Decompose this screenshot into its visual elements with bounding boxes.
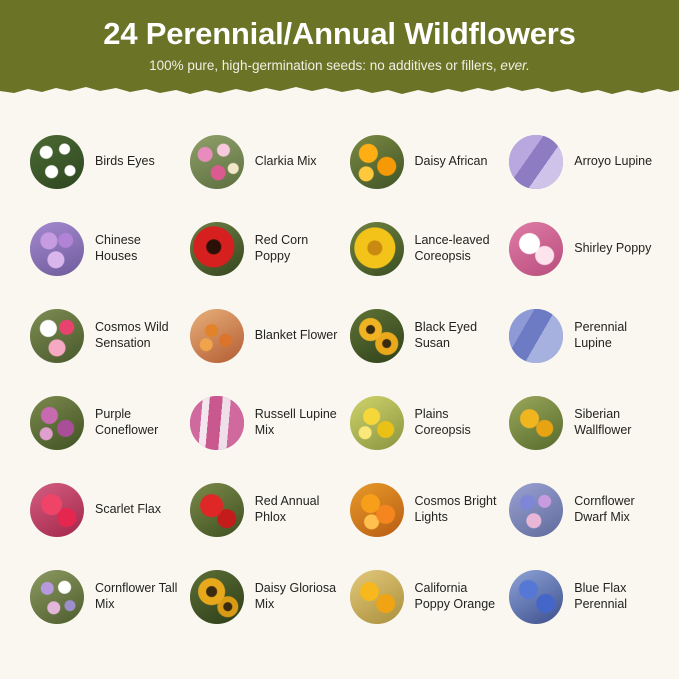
cornflower-dwarf-mix-photo — [509, 483, 563, 537]
flower-item-5[interactable] — [182, 205, 338, 292]
flower-item-9[interactable] — [182, 292, 338, 379]
flower-item-3[interactable] — [501, 118, 657, 205]
flower-item-16[interactable] — [22, 466, 178, 553]
daisy-gloriosa-mix-photo — [190, 570, 244, 624]
header-subtitle-main: 100% pure, high-germination seeds: no additives or fillers, — [149, 58, 497, 73]
cosmos-wild-sensation-photo — [30, 309, 84, 363]
flower-item-20[interactable] — [22, 553, 178, 640]
flower-label: Lance-leaved Coreopsis — [414, 233, 490, 263]
plains-coreopsis-photo — [350, 396, 404, 450]
red-annual-phlox-photo — [190, 483, 244, 537]
flower-label: Chinese Houses — [95, 233, 141, 263]
flower-label: Plains Coreopsis — [414, 407, 471, 437]
flower-item-10[interactable] — [342, 292, 498, 379]
flower-label: Red Corn Poppy — [254, 233, 309, 263]
cosmos-bright-lights-photo — [350, 483, 404, 537]
flower-label: Daisy African — [414, 153, 488, 168]
flower-label: Clarkia Mix — [254, 153, 317, 168]
flower-label: Blanket Flower — [254, 327, 338, 342]
header-banner — [0, 0, 679, 97]
arroyo-lupine-photo — [509, 135, 563, 189]
flower-item-17[interactable] — [182, 466, 338, 553]
perennial-lupine-photo — [509, 309, 563, 363]
flower-item-23[interactable] — [501, 553, 657, 640]
red-corn-poppy-photo — [190, 222, 244, 276]
flower-item-22[interactable] — [342, 553, 498, 640]
russell-lupine-mix-photo — [190, 396, 244, 450]
header-subtitle-italic: ever. — [500, 58, 530, 73]
flower-label: Scarlet Flax — [95, 501, 161, 516]
siberian-wallflower-photo — [509, 396, 563, 450]
flower-item-21[interactable] — [182, 553, 338, 640]
lance-leaved-coreopsis-photo — [350, 222, 404, 276]
scarlet-flax-photo — [30, 483, 84, 537]
flower-item-13[interactable] — [182, 379, 338, 466]
california-poppy-orange-photo — [350, 570, 404, 624]
blanket-flower-photo — [190, 309, 244, 363]
purple-coneflower-photo — [30, 396, 84, 450]
flower-item-14[interactable] — [342, 379, 498, 466]
torn-paper-edge — [0, 82, 679, 97]
page-title: 24 Perennial/Annual Wildflowers — [103, 16, 576, 51]
chinese-houses-photo — [30, 222, 84, 276]
flower-item-8[interactable] — [22, 292, 178, 379]
flower-item-2[interactable] — [342, 118, 498, 205]
flower-item-7[interactable] — [501, 205, 657, 292]
flower-label: Cornflower Dwarf Mix — [574, 494, 635, 524]
flower-label: Perennial Lupine — [574, 320, 628, 350]
flower-item-4[interactable] — [22, 205, 178, 292]
flower-item-19[interactable] — [501, 466, 657, 553]
flower-label: Siberian Wallflower — [574, 407, 632, 437]
flower-label: Black Eyed Susan — [414, 320, 478, 350]
flower-item-15[interactable] — [501, 379, 657, 466]
flower-label: California Poppy Orange — [414, 581, 496, 611]
flower-item-1[interactable] — [182, 118, 338, 205]
flower-label: Shirley Poppy — [574, 240, 652, 255]
cornflower-tall-mix-photo — [30, 570, 84, 624]
flower-label: Daisy Gloriosa Mix — [254, 581, 337, 611]
flower-label: Cosmos Wild Sensation — [95, 320, 169, 350]
flower-item-18[interactable] — [342, 466, 498, 553]
flower-label: Red Annual Phlox — [254, 494, 320, 524]
shirley-poppy-photo — [509, 222, 563, 276]
black-eyed-susan-photo — [350, 309, 404, 363]
birds-eyes-photo — [30, 135, 84, 189]
flower-grid — [0, 118, 679, 640]
flower-label: Blue Flax Perennial — [574, 581, 628, 611]
flower-label: Purple Coneflower — [95, 407, 159, 437]
flower-label: Arroyo Lupine — [574, 153, 653, 168]
flower-label: Birds Eyes — [95, 153, 155, 168]
header-subtitle — [0, 57, 679, 75]
flower-label: Cornflower Tall Mix — [95, 581, 178, 611]
flower-item-11[interactable] — [501, 292, 657, 379]
blue-flax-perennial-photo — [509, 570, 563, 624]
flower-item-12[interactable] — [22, 379, 178, 466]
flower-item-6[interactable] — [342, 205, 498, 292]
daisy-african-photo — [350, 135, 404, 189]
flower-label: Russell Lupine Mix — [254, 407, 337, 437]
clarkia-mix-photo — [190, 135, 244, 189]
flower-item-0[interactable] — [22, 118, 178, 205]
flower-label: Cosmos Bright Lights — [414, 494, 497, 524]
